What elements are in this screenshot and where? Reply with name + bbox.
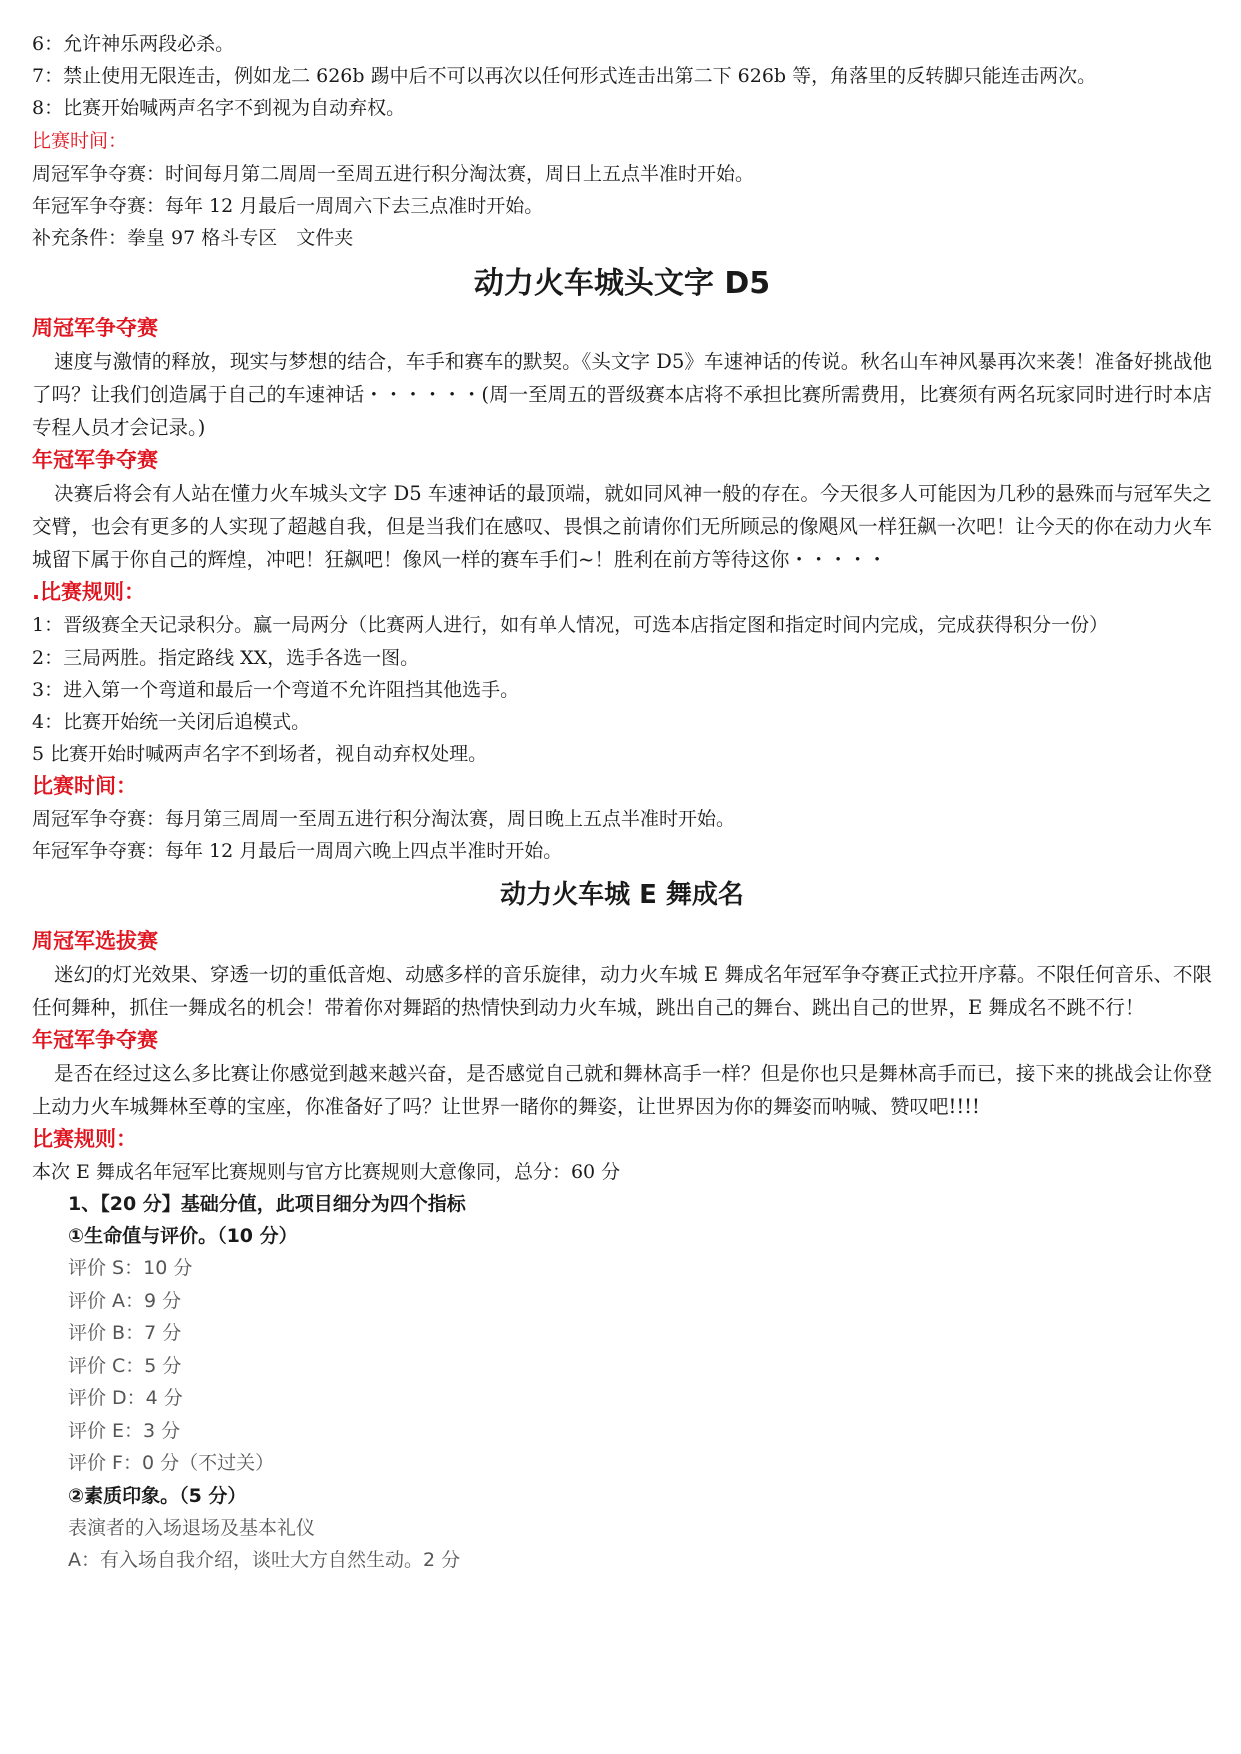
d5-weekly-heading: 周冠军争夺赛 [32,316,158,340]
edance-sub-2: ②素质印象。（5 分） [68,1484,247,1507]
kof-time-annual: 年冠军争夺赛：每年 12 月最后一周周六下去三点准时开始。 [32,195,544,217]
d5-time-heading: 比赛时间： [32,774,137,798]
edance-item-1: 1、【20 分】基础分值，此项目细分为四个指标 [68,1193,466,1215]
edance-sub2-line-2: A：有入场自我介绍，谈吐大方自然生动。2 分 [68,1549,461,1571]
kof-rule-7: 7：禁止使用无限连击，例如龙二 626b 踢中后不可以再次以任何形式连击出第二下 626b 等，角落里的反转脚只能连击两次。 [32,65,1097,87]
edance-sub-1: ①生命值与评价。（10 分） [68,1225,298,1247]
grade-f: 评价 F：0 分（不过关） [68,1452,275,1474]
d5-rule-4: 4：比赛开始统一关闭后追模式。 [32,711,311,733]
d5-rule-1: 1：晋级赛全天记录积分。赢一局两分（比赛两人进行，如有单人情况，可选本店指定图和指定时间内完成，完成获得积分一份） [32,614,1109,636]
grade-e: 评价 E：3 分 [68,1419,181,1442]
d5-rule-2: 2：三局两胜。指定路线 XX，选手各选一图。 [32,647,420,669]
d5-weekly-text: 速度与激情的释放，现实与梦想的结合，车手和赛车的默契。《头文字 D5》车速神话的传说。秋名山车神风暴再次来袭！准备好挑战他了吗？让我们创造属于自己的车速神话・・・・・・(周一至周五的晋级赛本店将不承担比赛所需费用，比赛须有两名玩家同时进行时本店专程人员才会记录。) [32,350,1212,439]
d5-annual-heading: 年冠军争夺赛 [32,448,158,472]
d5-time-weekly: 周冠军争夺赛：每月第三周周一至周五进行积分淘汰赛，周日晚上五点半准时开始。 [32,808,736,830]
d5-time-annual: 年冠军争夺赛：每年 12 月最后一周周六晚上四点半准时开始。 [32,840,563,862]
edance-title: 动力火车城 E 舞成名 [500,880,744,910]
grade-s: 评价 S：10 分 [68,1257,193,1279]
kof-time-heading: 比赛时间： [32,130,128,152]
grade-b: 评价 B：7 分 [68,1322,182,1344]
edance-rules-intro: 本次 E 舞成名年冠军比赛规则与官方比赛规则大意像同，总分：60 分 [32,1161,621,1183]
edance-rules-heading: 比赛规则： [32,1127,137,1151]
kof-supplement: 补充条件：拳皇 97 格斗专区 文件夹 [32,227,354,249]
document-page [32,28,1212,1577]
edance-weekly-heading: 周冠军选拔赛 [32,929,158,953]
edance-sub2-line-1: 表演者的入场退场及基本礼仪 [68,1516,316,1539]
edance-weekly-text: 迷幻的灯光效果、穿透一切的重低音炮、动感多样的音乐旋律，动力火车城 E 舞成名年冠军争夺赛正式拉开序幕。不限任何音乐、不限任何舞种，抓住一舞成名的机会！带着你对舞蹈的热情快到动力火车城，跳出自己的舞台、跳出自己的世界，E 舞成名不跳不行！ [32,963,1212,1019]
kof-rule-6: 6：允许神乐两段必杀。 [32,33,235,55]
edance-annual-heading: 年冠军争夺赛 [32,1028,158,1052]
grade-d: 评价 D：4 分 [68,1387,183,1409]
grade-c: 评价 C：5 分 [68,1354,182,1377]
d5-rule-3: 3：进入第一个弯道和最后一个弯道不允许阻挡其他选手。 [32,679,520,701]
kof-time-weekly: 周冠军争夺赛：时间每月第二周周一至周五进行积分淘汰赛，周日上五点半准时开始。 [32,163,755,185]
d5-title: 动力火车城头文字 D5 [473,266,771,301]
kof-rule-8: 8：比赛开始喊两声名字不到视为自动弃权。 [32,97,406,119]
edance-annual-text: 是否在经过这么多比赛让你感觉到越来越兴奋，是否感觉自己就和舞林高手一样？但是你也只是舞林高手而已，接下来的挑战会让你登上动力火车城舞林至尊的宝座，你准备好了吗？让世界一睹你的舞姿，让世界因为你的舞姿而呐喊、赞叹吧!!!! [32,1062,1212,1118]
d5-rule-5: 5 比赛开始时喊两声名字不到场者，视自动弃权处理。 [32,743,488,765]
grade-a: 评价 A：9 分 [68,1289,182,1312]
d5-rules-heading: .比赛规则： [32,580,145,604]
d5-annual-text: 决赛后将会有人站在懂力火车城头文字 D5 车速神话的最顶端，就如同风神一般的存在。今天很多人可能因为几秒的悬殊而与冠军失之交臂，也会有更多的人实现了超越自我，但是当我们在感叹、畏惧之前请你们无所顾忌的像飓风一样狂飙一次吧！让今天的你在动力火车城留下属于你自己的辉煌，冲吧！狂飙吧！像风一样的赛车手们~！胜利在前方等待这你・・・・・ [32,482,1212,571]
